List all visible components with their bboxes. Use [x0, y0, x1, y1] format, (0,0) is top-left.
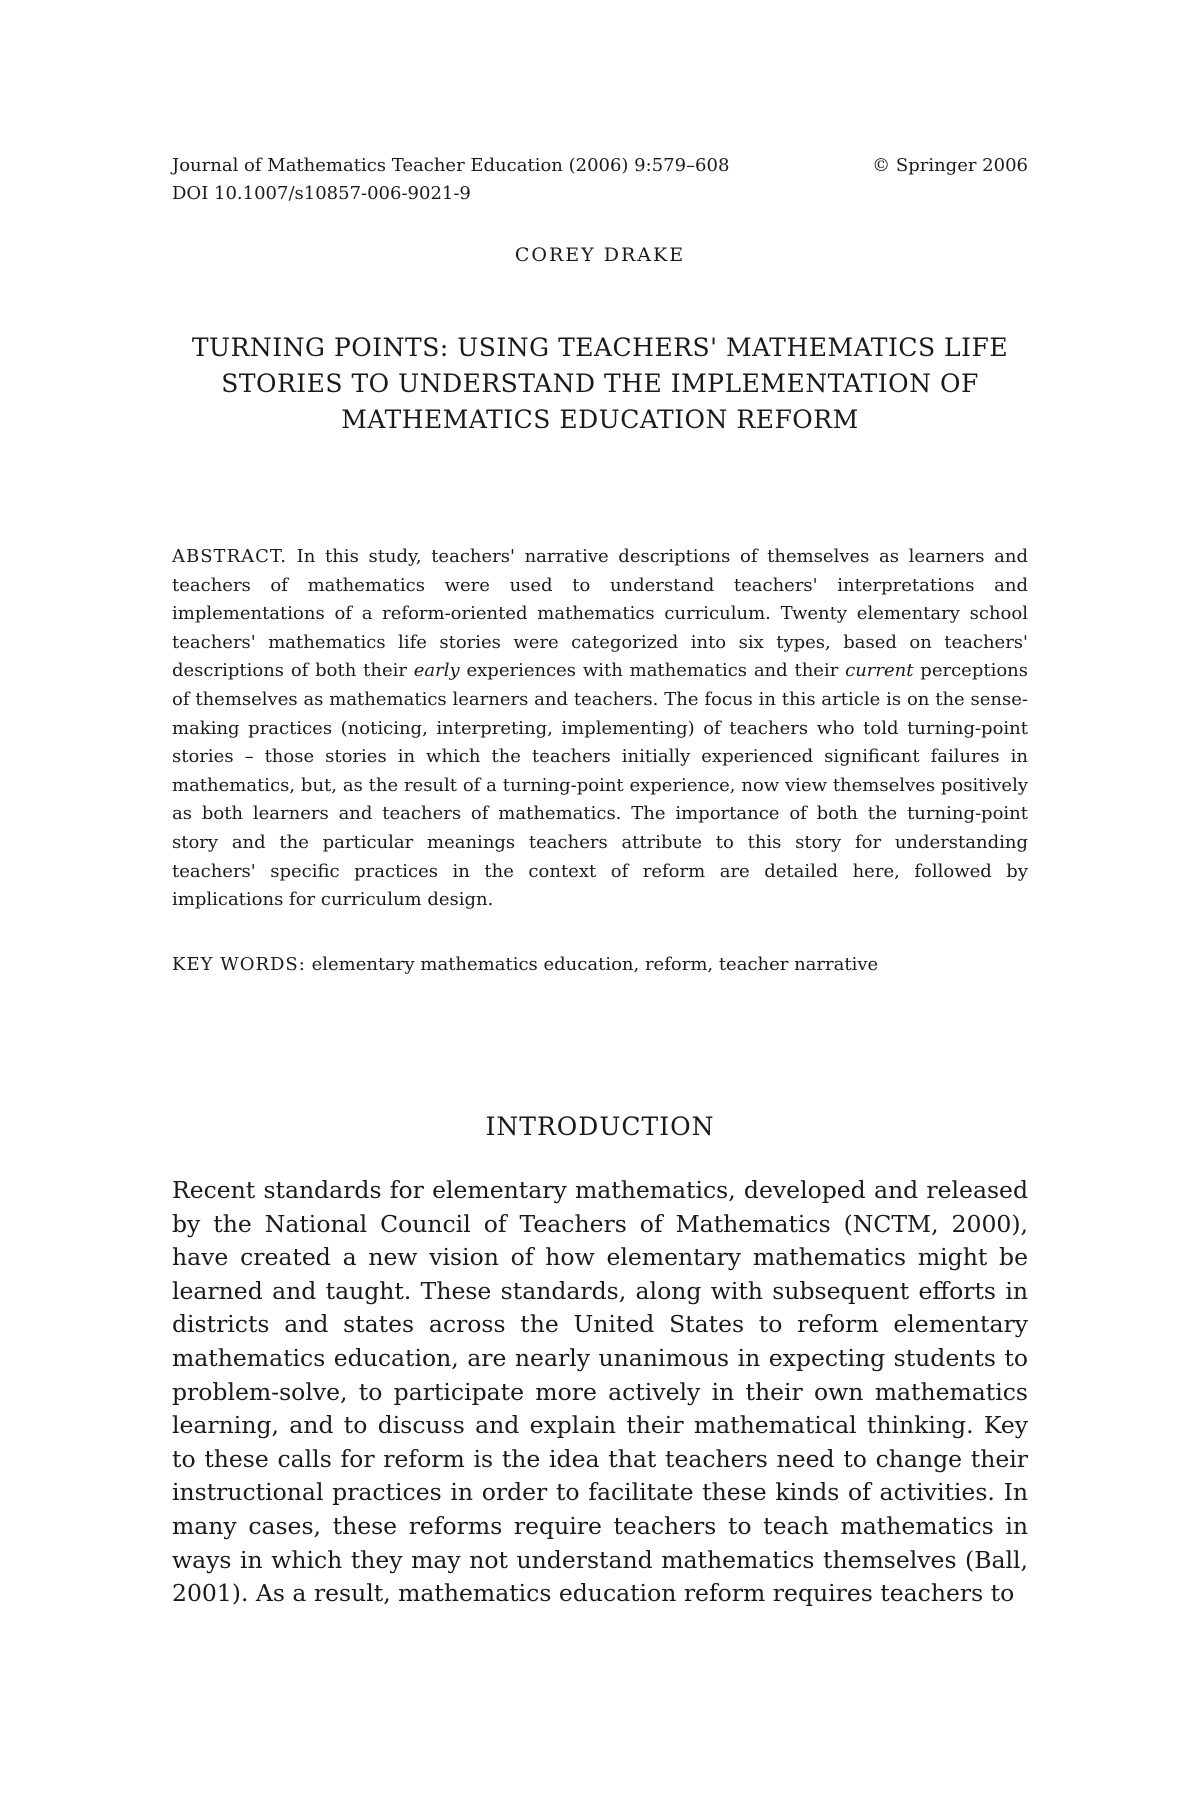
title-line: STORIES TO UNDERSTAND THE IMPLEMENTATION OF — [221, 369, 979, 398]
keywords-label: KEY WORDS: — [172, 954, 306, 975]
title-line: TURNING POINTS: USING TEACHERS' MATHEMATICS LIFE — [191, 333, 1009, 362]
section-heading: INTRODUCTION — [485, 1112, 715, 1141]
keywords-text: elementary mathematics education, reform, teacher narrative — [305, 954, 879, 975]
paper-title — [160, 330, 1040, 438]
title-line: MATHEMATICS EDUCATION REFORM — [341, 405, 859, 434]
keywords — [172, 951, 1028, 979]
abstract-text: perceptions of themselves as mathematics learners and teachers. The focus in this article is on the sense-making practices (noticing, interpreting, implementing) of teachers who told turning-point stories – those stories in which the teachers initially experienced significant failures in mathematics, but, as the result of a turning-point experience, now view themselves positively as both learners and teachers of mathematics. The importance of both the turning-point story and the particular meanings teachers attribute to this story for understanding teachers' specific practices in the context of reform are detailed here, followed by implications for curriculum design. — [172, 660, 1028, 911]
copyright-notice: © Springer 2006 — [872, 155, 1028, 176]
abstract-label: ABSTRACT. — [172, 546, 287, 567]
abstract-text: In this study, teachers' narrative descriptions of themselves as learners and teachers of mathematics were used to understand teachers' interpretations and implementations of a reform-oriented mathematics curriculum. Twenty elementary school teachers' mathematics life stories were categorized into six types, based on teachers' descriptions of both their — [172, 546, 1028, 682]
abstract-emphasis: current — [845, 660, 914, 682]
intro-paragraph: Recent standards for elementary mathematics, developed and released by the National Council of Teachers of Mathematics (NCTM, 2000), have created a new vision of how elementary mathematics might be learned and taught. These standards, along with subsequent efforts in districts and states across the United States to reform elementary mathematics education, are nearly unanimous in expecting students to problem-solve, to participate more actively in their own mathematics learning, and to discuss and explain their mathematical thinking. Key to these calls for reform is the idea that teachers need to change their instructional practices in order to facilitate these kinds of activities. In many cases, these reforms require teachers to teach mathematics in ways in which they may not understand mathematics themselves (Ball, 2001). As a result, mathematics education reform requires teachers to — [172, 1176, 1028, 1608]
journal-citation: Journal of Mathematics Teacher Education (2006) 9:579–608 — [172, 155, 730, 176]
abstract — [172, 543, 1028, 915]
author-name: COREY DRAKE — [514, 244, 686, 266]
abstract-text: experiences with mathematics and their — [459, 660, 846, 682]
abstract-emphasis: early — [413, 660, 460, 682]
doi: DOI 10.1007/s10857-006-9021-9 — [172, 183, 471, 204]
journal-header — [172, 152, 1028, 208]
